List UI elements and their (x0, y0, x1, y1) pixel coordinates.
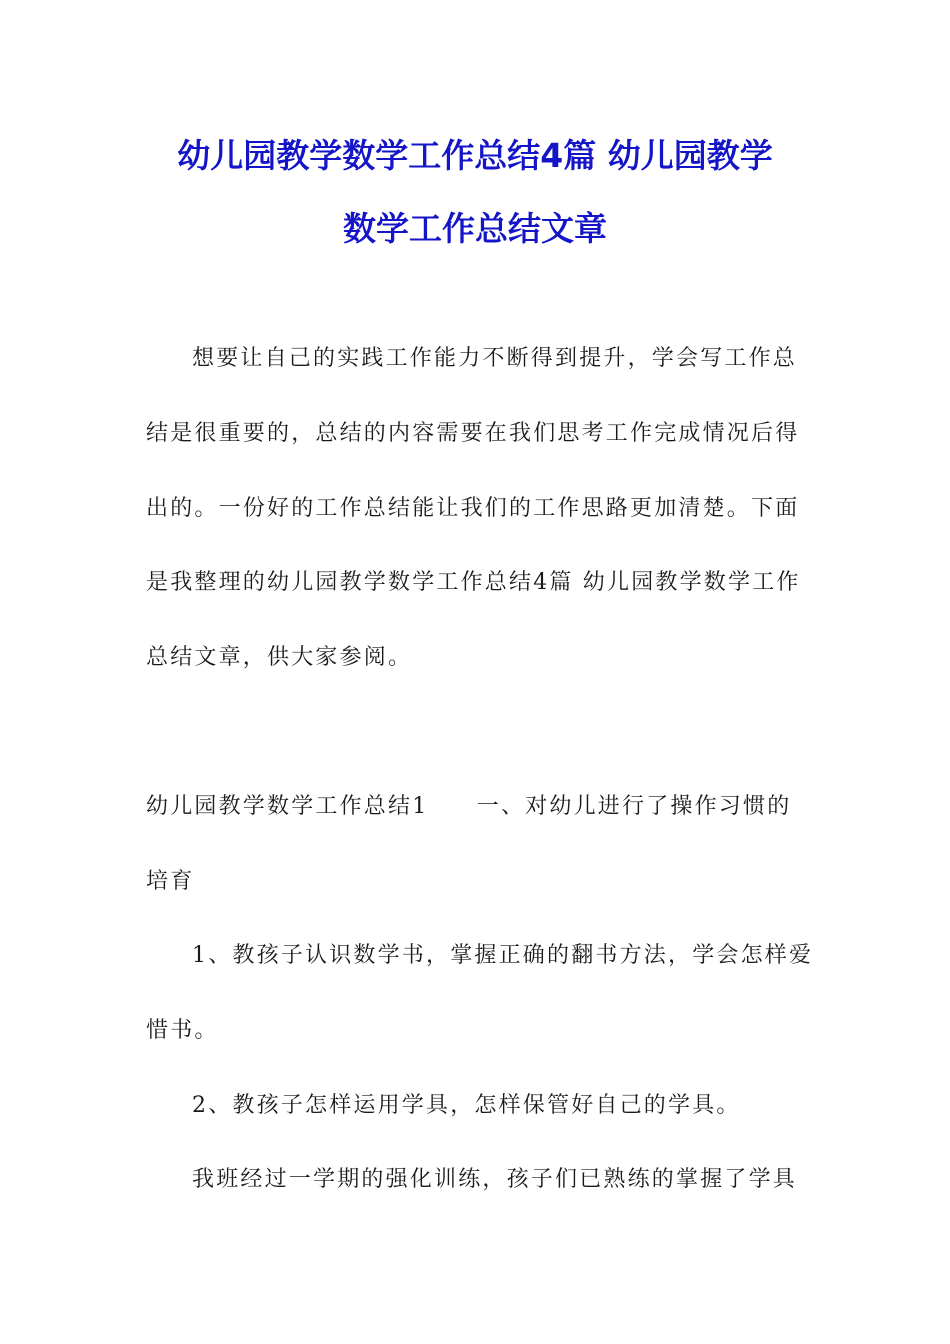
intro-paragraph-line: 想要让自己的实践工作能力不断得到提升，学会写工作总 (192, 346, 798, 371)
section-heading-line: 幼儿园教学数学工作总结1 一、对幼儿进行了操作习惯的 (146, 794, 792, 819)
document-title-line-1: 幼儿园教学数学工作总结4篇 幼儿园教学 (177, 136, 773, 175)
body-paragraph-line: 我班经过一学期的强化训练，孩子们已熟练的掌握了学具 (192, 1167, 798, 1192)
document-title-line-2: 数学工作总结文章 (343, 209, 607, 248)
section-heading-line: 培育 (146, 869, 195, 894)
intro-paragraph-line: 是我整理的幼儿园教学数学工作总结4篇 幼儿园教学数学工作 (146, 570, 801, 595)
intro-paragraph-line: 总结文章，供大家参阅。 (146, 645, 413, 670)
intro-paragraph-line: 出的。一份好的工作总结能让我们的工作思路更加清楚。下面 (146, 496, 800, 521)
intro-paragraph-line: 结是很重要的，总结的内容需要在我们思考工作完成情况后得 (146, 421, 800, 446)
list-item-1-line: 1、教孩子认识数学书，掌握正确的翻书方法，学会怎样爱 (192, 943, 814, 968)
list-item-1-line: 惜书。 (146, 1018, 219, 1043)
list-item-2: 2、教孩子怎样运用学具，怎样保管好自己的学具。 (192, 1093, 741, 1118)
